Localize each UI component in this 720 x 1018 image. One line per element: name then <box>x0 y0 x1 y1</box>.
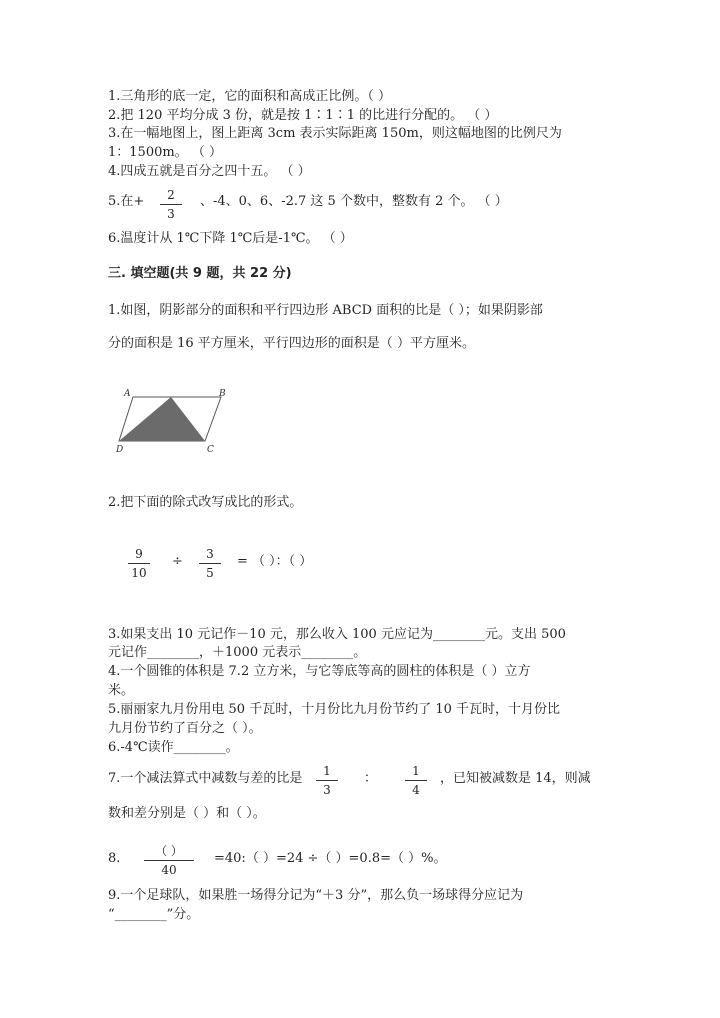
parallelogram-figure <box>115 385 235 457</box>
fill-q3-line1: 3.如果支出 10 元记作－10 元，那么收入 100 元应记为________元。支出 500 <box>108 627 566 642</box>
fraction-denominator: 5 <box>206 566 214 580</box>
judge-q3-line1: 3.在一幅地图上，图上距离 3cm 表示实际距离 150m，则这幅地图的比例尺为 <box>108 126 562 141</box>
judge-q6: 6.温度计从 1℃下降 1℃后是-1℃。 （ ） <box>108 231 353 246</box>
fraction-numerator: 9 <box>135 547 143 561</box>
fill-q7-line2: 数和差分别是（ ）和（ ）。 <box>108 806 266 821</box>
fill-q3-line2: 元记作________，＋1000 元表示________。 <box>108 645 367 660</box>
fill-q8-label: 8. <box>108 851 121 866</box>
fill-q7-suffix: ，已知被减数是 14，则减 <box>440 771 591 786</box>
fill-q2-fraction-2 <box>199 547 221 580</box>
fill-q8-fraction <box>144 844 194 877</box>
fill-q4-line2: 米。 <box>108 683 135 698</box>
judge-q5-suffix: 、-4、0、6、-2.7 这 5 个数中，整数有 2 个。 （ ） <box>200 194 508 209</box>
fraction-numerator: 3 <box>206 547 214 561</box>
judge-q3-line2: 1：1500m。 （ ） <box>108 145 222 160</box>
fill-q2-rhs: = （ ）：（ ） <box>237 554 313 569</box>
fraction-denominator: 10 <box>131 566 147 580</box>
fill-q5-line1: 5.丽丽家九月份用电 50 千瓦时，十月份比九月份节约了 10 千瓦时，十月份比 <box>108 702 561 717</box>
fill-q4-line1: 4.一个圆锥的体积是 7.2 立方米，与它等底等高的圆柱的体积是（ ）立方 <box>108 664 531 679</box>
fraction-denominator: 4 <box>412 783 420 797</box>
fill-q9-line1: 9.一个足球队，如果胜一场得分记为“＋3 分”，那么负一场球得分应记为 <box>108 888 524 903</box>
fraction-numerator: 2 <box>167 188 175 202</box>
judge-q2: 2.把 120 平均分成 3 份，就是按 1∶1∶1 的比进行分配的。 （ ） <box>108 108 498 123</box>
vertex-label-d: D <box>116 445 124 455</box>
fill-q2-line: 2.把下面的除式改写成比的形式。 <box>108 495 303 510</box>
fill-q6-line: 6.-4℃读作________。 <box>108 740 239 755</box>
judge-q1: 1.三角形的底一定，它的面积和高成正比例。（ ） <box>108 89 392 104</box>
fill-q7-fraction-1 <box>316 764 338 797</box>
fill-q9-line2: “________”分。 <box>108 907 200 922</box>
fill-q5-line2: 九月份节约了百分之（ ）。 <box>108 721 262 736</box>
vertex-label-b: B <box>219 389 226 399</box>
division-sign: ÷ <box>172 554 183 569</box>
judge-q5-fraction <box>160 188 182 221</box>
fraction-numerator: 1 <box>323 764 331 778</box>
section-heading: 三. 填空题(共 9 题，共 22 分) <box>108 266 292 281</box>
fill-q8-rest: =40:（ ）=24 ÷（ ）=0.8=（ ）%。 <box>214 851 447 866</box>
fraction-denominator: 40 <box>161 863 177 877</box>
judge-q4: 4.四成五就是百分之四十五。 （ ） <box>108 164 311 179</box>
ratio-colon: ： <box>364 771 378 786</box>
shaded-triangle <box>119 397 205 441</box>
fill-q1-line1: 1.如图，阴影部分的面积和平行四边形 ABCD 面积的比是（ ）；如果阴影部 <box>108 303 543 318</box>
fraction-denominator: 3 <box>323 783 331 797</box>
vertex-label-a: A <box>124 389 131 399</box>
judge-q5-prefix: 5.在+ <box>108 194 145 209</box>
fill-q7-fraction-2 <box>405 764 427 797</box>
fraction-denominator: 3 <box>167 207 175 221</box>
fraction-numerator: （ ） <box>155 844 183 858</box>
fill-q2-fraction-1 <box>128 547 150 580</box>
fraction-numerator: 1 <box>412 764 420 778</box>
vertex-label-c: C <box>207 445 214 455</box>
fill-q1-line2: 分的面积是 16 平方厘米，平行四边形的面积是（ ）平方厘米。 <box>108 336 475 351</box>
fill-q7-prefix: 7.一个减法算式中减数与差的比是 <box>108 771 303 786</box>
